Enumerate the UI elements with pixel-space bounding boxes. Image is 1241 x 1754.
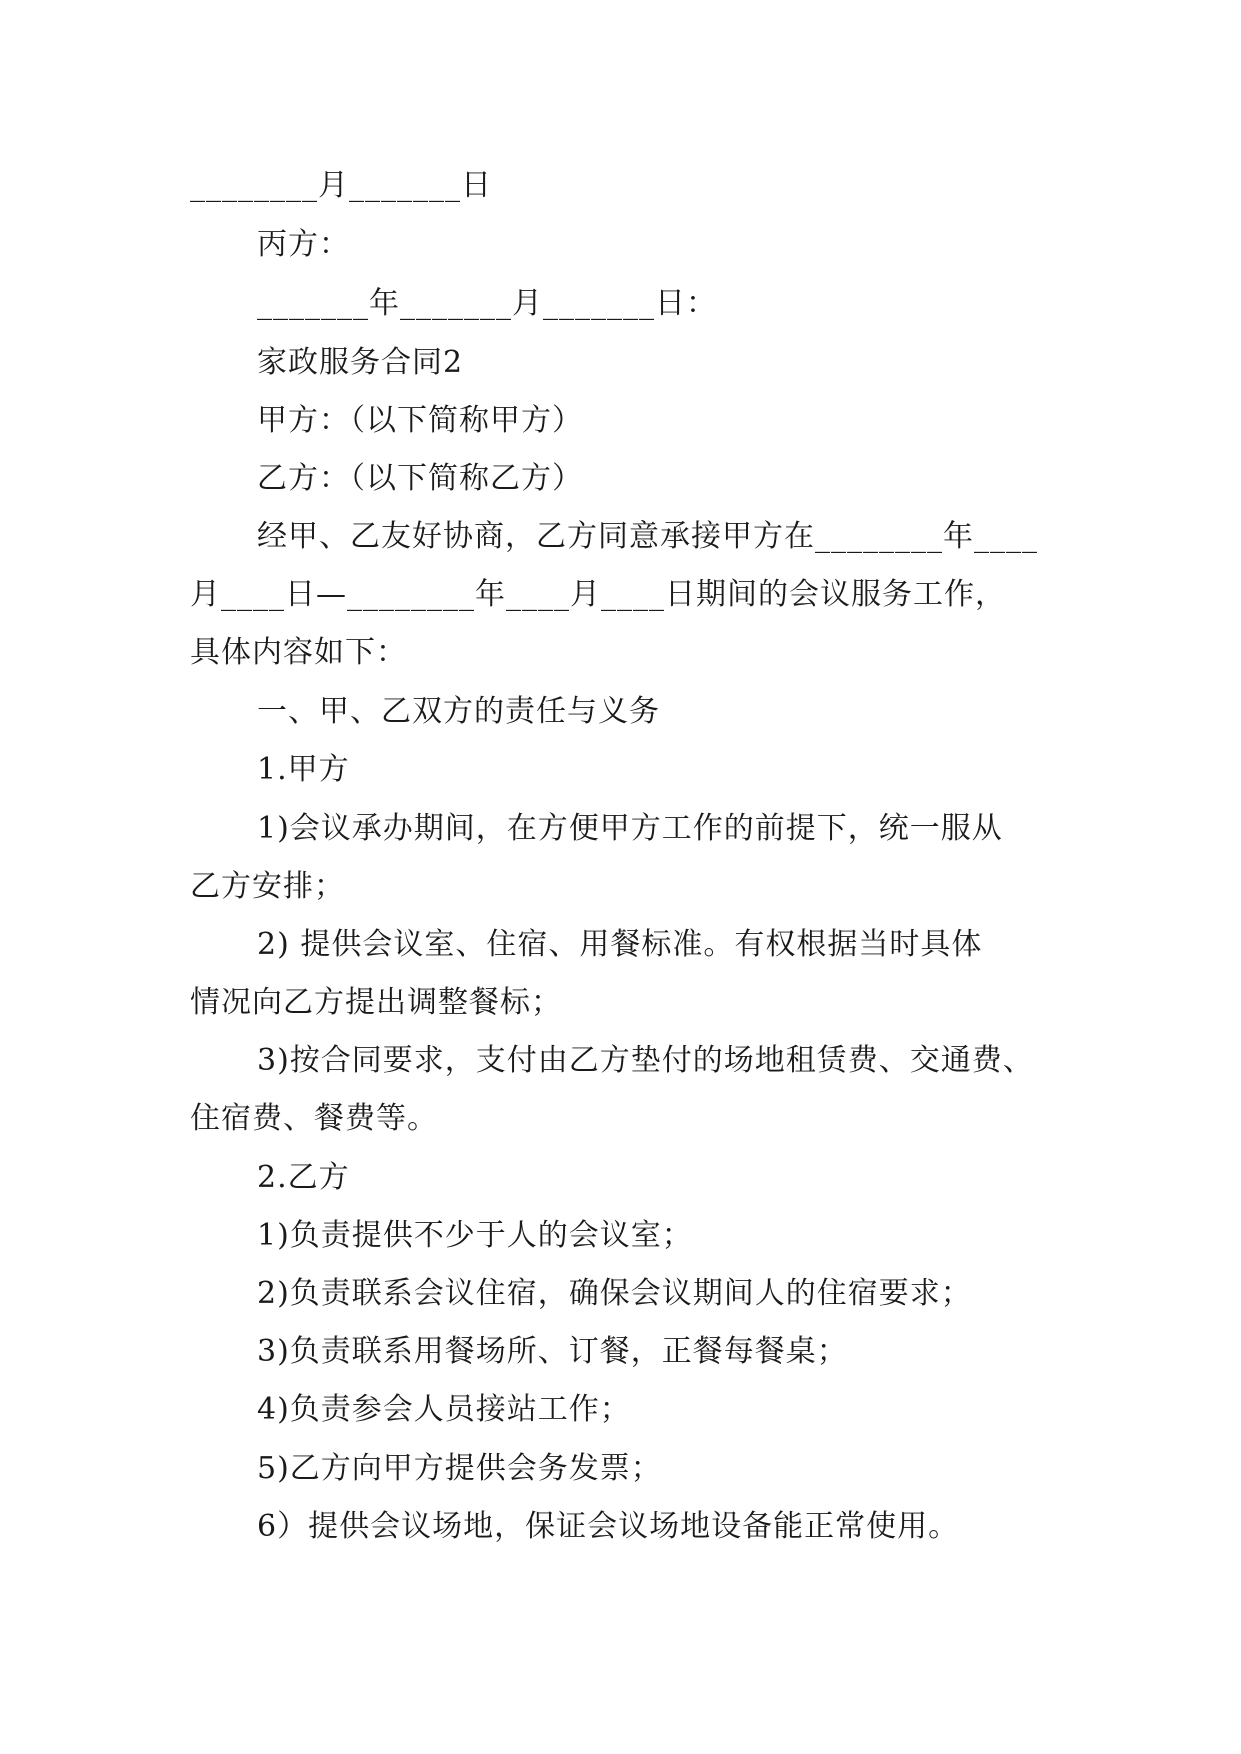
list-item: 3)按合同要求，支付由乙方垫付的场地租赁费、交通费、: [257, 1043, 1034, 1078]
list-item: 3)负责联系用餐场所、订餐，正餐每餐桌；: [257, 1334, 848, 1369]
list-item: 5)乙方向甲方提供会务发票；: [257, 1451, 662, 1486]
list-item: 2) 提供会议室、住宿、用餐标准。有权根据当时具体: [257, 927, 983, 962]
list-item-continuation: 情况向乙方提出调整餐标；: [190, 985, 562, 1020]
subsection-heading: 1.甲方: [257, 752, 350, 787]
section-heading: 一、甲、乙双方的责任与义务: [257, 694, 660, 729]
contract-title: 家政服务合同2: [257, 345, 464, 380]
party-b-line: 乙方：（以下简称乙方）: [257, 461, 583, 496]
list-item-continuation: 乙方安排；: [190, 869, 345, 904]
date-line: _______年_______月_______日：: [257, 286, 717, 321]
list-item: 1)负责提供不少于人的会议室；: [257, 1218, 693, 1253]
list-item: 6）提供会议场地，保证会议场地设备能正常使用。: [257, 1509, 960, 1544]
paragraph-line: 经甲、乙友好协商，乙方同意承接甲方在________年____: [257, 519, 1038, 554]
paragraph-line: 具体内容如下：: [190, 635, 407, 670]
date-line: ________月_______日: [190, 168, 492, 203]
list-item: 2)负责联系会议住宿，确保会议期间人的住宿要求；: [257, 1276, 972, 1311]
list-item-continuation: 住宿费、餐费等。: [190, 1101, 438, 1136]
list-item: 1)会议承办期间，在方便甲方工作的前提下，统一服从: [257, 811, 1003, 846]
subsection-heading: 2.乙方: [257, 1160, 350, 1195]
party-c-label: 丙方：: [257, 227, 350, 262]
list-item: 4)负责参会人员接站工作；: [257, 1392, 631, 1427]
paragraph-line: 月____日—________年____月____日期间的会议服务工作，: [190, 577, 1006, 612]
party-a-line: 甲方：（以下简称甲方）: [257, 403, 583, 438]
